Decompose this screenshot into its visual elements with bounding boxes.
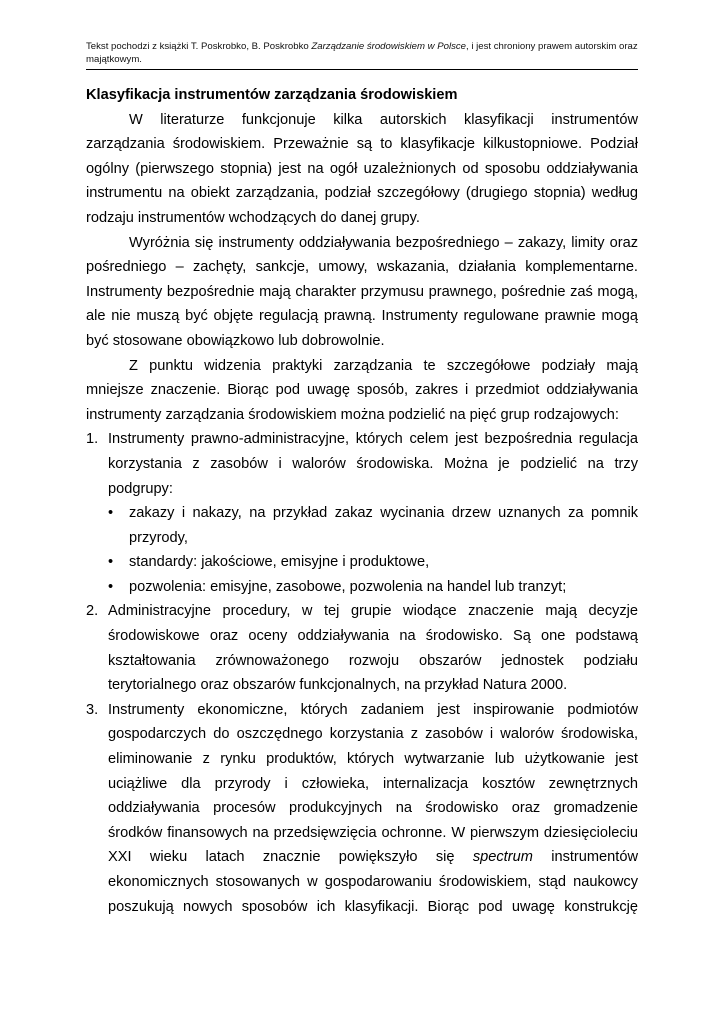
bullet-icon: • xyxy=(108,505,114,522)
list-item-group-3 xyxy=(86,698,638,919)
page-header xyxy=(86,40,638,70)
bullet-text: standardy: jakościowe, emisyjne i produktowe, xyxy=(129,554,430,571)
list-number: 2. xyxy=(86,603,99,620)
bullet-item xyxy=(108,501,638,550)
list-item-text: Administracyjne procedury, w tej grupie wiodące znaczenie mają decyzje środowiskowe oraz oceny oddziaływania na środowisko. Są one podstawą kształtowania zrównoważonego rozwoju obszarów jednostek podziału terytorialnego oraz obszarów funkcjonalnych, na przykład Natura 2000. xyxy=(108,603,638,694)
bullet-item xyxy=(108,550,638,575)
header-text-start: Tekst pochodzi z książki T. Poskrobko, B. Poskrobko xyxy=(86,41,312,52)
header-text-end: , i jest chroniony prawem autorskim oraz majątkowym. xyxy=(86,41,638,65)
paragraph: Z punktu widzenia praktyki zarządzania te szczegółowe podziały mają mniejsze znaczenie. Biorąc pod uwagę sposób, zakres i przedmiot oddziaływania instrumenty zarządzania środowiskiem można podzielić na pięć grup rodzajowych: xyxy=(86,357,638,423)
bullet-text: zakazy i nakazy, na przykład zakaz wycinania drzew uznanych za pomnik przyrody, xyxy=(129,505,638,546)
list-number: 1. xyxy=(86,431,99,448)
instrument-groups-list xyxy=(86,427,638,919)
paragraph: W literaturze funkcjonuje kilka autorskich klasyfikacji instrumentów zarządzania środowiskiem. Przeważnie są to klasyfikacje kilkustopniowe. Podział ogólny (pierwszego stopnia) jest na ogół uzależnionych od sposobu oddziaływania instrumentu na obiekt zarządzania, podział szczegółowy (drugiego stopnia) według rodzaju instrumentów wchodzących do danej grupy. xyxy=(86,111,638,226)
paragraph: Wyróżnia się instrumenty oddziaływania bezpośredniego – zakazy, limity oraz pośredniego – zachęty, sankcje, umowy, wskazania, działania komplementarne. Instrumenty bezpośrednie mają charakter przymusu prawnego, pośrednie zaś mogą, ale nie muszą być objęte regulacją prawną. Instrumenty regulowane prawnie mogą być stosowane obowiązkowo lub dobrowolnie. xyxy=(86,234,638,349)
list-item-text: Instrumenty prawno-administracyjne, których celem jest bezpośrednia regulacja korzystania z zasobów i walorów środowiska. Można je podzielić na trzy podgrupy: xyxy=(108,431,638,497)
subgroups-list xyxy=(108,501,638,599)
bullet-item xyxy=(108,575,638,600)
list-item-text: Instrumenty ekonomiczne, których zadaniem jest inspirowanie podmiotów gospodarczych do oszczędnego korzystania z zasobów i walorów środowiska, eliminowanie z rynku produktów, których wytwarzanie lub użytkowanie jest uciążliwe dla przyrody i człowieka, internalizacja kosztów zewnętrznych oddziaływania procesów produkcyjnych na środowisko oraz gromadzenie środków finansowych na przedsięwzięcia ochronne. W pierwszym dziesięcioleciu XXI wieku latach znacznie powiększyło się xyxy=(108,701,638,866)
italic-term: spectrum xyxy=(472,849,533,866)
list-item-group-2 xyxy=(86,599,638,697)
list-number: 3. xyxy=(86,701,99,718)
bullet-text: pozwolenia: emisyjne, zasobowe, pozwolenia na handel lub tranzyt; xyxy=(129,578,567,595)
document-body xyxy=(86,83,638,919)
section-title: Klasyfikacja instrumentów zarządzania środowiskiem xyxy=(86,87,458,103)
bullet-icon: • xyxy=(108,554,114,571)
list-item-text-continued: instrumentów ekonomicznych stosowanych w gospodarowaniu środowiskiem, stąd naukowcy poszukują nowych sposobów ich klasyfikacji. Biorąc pod uwagę konstrukcję xyxy=(108,849,638,915)
bullet-icon: • xyxy=(108,578,114,595)
list-item-group-1 xyxy=(86,427,638,599)
header-book-title: Zarządzanie środowiskiem w Polsce xyxy=(311,41,466,52)
